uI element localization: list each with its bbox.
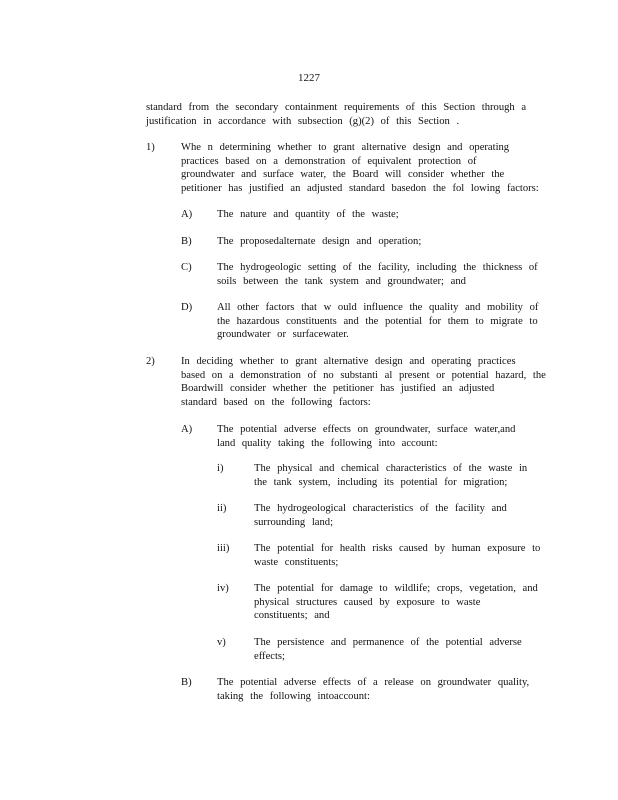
text-line: the hazardous constituents and the potential for them to migrate to	[217, 315, 538, 327]
page-number: 1227	[298, 72, 320, 84]
text-line: the tank system, including its potential for migration;	[254, 476, 508, 488]
text-line: groundwater and surface water, the Board will consider whether the	[181, 169, 505, 180]
text-line: soils between the tank system and groundwater; and	[217, 275, 466, 287]
text-line: The physical and chemical characteristics of the waste in	[254, 463, 528, 474]
text-line: petitioner has justified an adjusted standard basedon the fol lowing factors:	[181, 182, 539, 194]
item-2a-i-text	[254, 462, 527, 489]
text-line: justification in accordance with subsection (g)(2) of this Section .	[146, 115, 460, 127]
item-2a-iv-text	[254, 582, 538, 623]
intro-paragraph	[146, 101, 526, 128]
text-line: standard based on the following factors:	[181, 396, 371, 408]
text-line: constituents; and	[254, 610, 330, 621]
text-line: The proposedalternate design and operation;	[217, 236, 422, 247]
text-line: Boardwill consider whether the petitioner has justified an adjusted	[181, 383, 495, 394]
item-1a-label: A)	[181, 209, 193, 220]
text-line: In deciding whether to grant alternative design and operating practices	[181, 356, 516, 367]
text-line: land quality taking the following into account:	[217, 437, 438, 449]
item-1d-label: D)	[181, 302, 193, 313]
item-2a-iii-label: iii)	[217, 543, 230, 554]
text-line: The potential for damage to wildlife; crops, vegetation, and	[254, 583, 538, 594]
text-line: The potential adverse effects of a release on groundwater quality,	[217, 677, 530, 688]
item-2a-ii-text	[254, 502, 507, 529]
text-line: The potential for health risks caused by human exposure to	[254, 543, 541, 554]
item-2b-text	[217, 676, 529, 703]
text-line: The nature and quantity of the waste;	[217, 209, 399, 220]
text-line: groundwater or surfacewater.	[217, 329, 349, 340]
text-line: waste constituents;	[254, 556, 339, 568]
text-line: standard from the secondary containment requirements of this Section through a	[146, 102, 527, 113]
item-2-label: 2)	[146, 356, 155, 367]
item-2a-label: A)	[181, 424, 193, 435]
text-line: physical structures caused by exposure to waste	[254, 596, 481, 608]
item-2a-iv-label: iv)	[217, 583, 229, 594]
text-line: The persistence and permanence of the potential adverse	[254, 637, 522, 648]
item-1c-label: C)	[181, 262, 192, 273]
item-1d-text	[217, 301, 538, 342]
item-1a-text	[217, 208, 399, 222]
text-line: based on a demonstration of no substanti al present or potential hazard, the	[181, 369, 546, 381]
item-1b-text	[217, 235, 421, 249]
item-1b-label: B)	[181, 236, 192, 247]
item-1-label: 1)	[146, 142, 155, 153]
item-2a-v-text	[254, 636, 522, 663]
text-line: The hydrogeologic setting of the facility, including the thickness of	[217, 262, 538, 273]
text-line: Whe n determining whether to grant alternative design and operating	[181, 142, 510, 153]
text-line: effects;	[254, 650, 285, 662]
text-line: taking the following intoaccount:	[217, 690, 370, 702]
text-line: The potential adverse effects on groundwater, surface water,and	[217, 424, 516, 435]
item-2a-text	[217, 423, 515, 450]
text-line: practices based on a demonstration of equivalent protection of	[181, 155, 477, 167]
item-2-text	[181, 355, 546, 409]
item-2a-iii-text	[254, 542, 540, 569]
item-2a-i-label: i)	[217, 463, 224, 474]
text-line: All other factors that w ould influence the quality and mobility of	[217, 302, 539, 313]
item-2b-label: B)	[181, 677, 192, 688]
item-1-text	[181, 141, 539, 195]
text-line: The hydrogeological characteristics of the facility and	[254, 503, 507, 514]
item-1c-text	[217, 261, 538, 288]
item-2a-v-label: v)	[217, 637, 226, 648]
text-line: surrounding land;	[254, 516, 334, 528]
item-2a-ii-label: ii)	[217, 503, 227, 514]
